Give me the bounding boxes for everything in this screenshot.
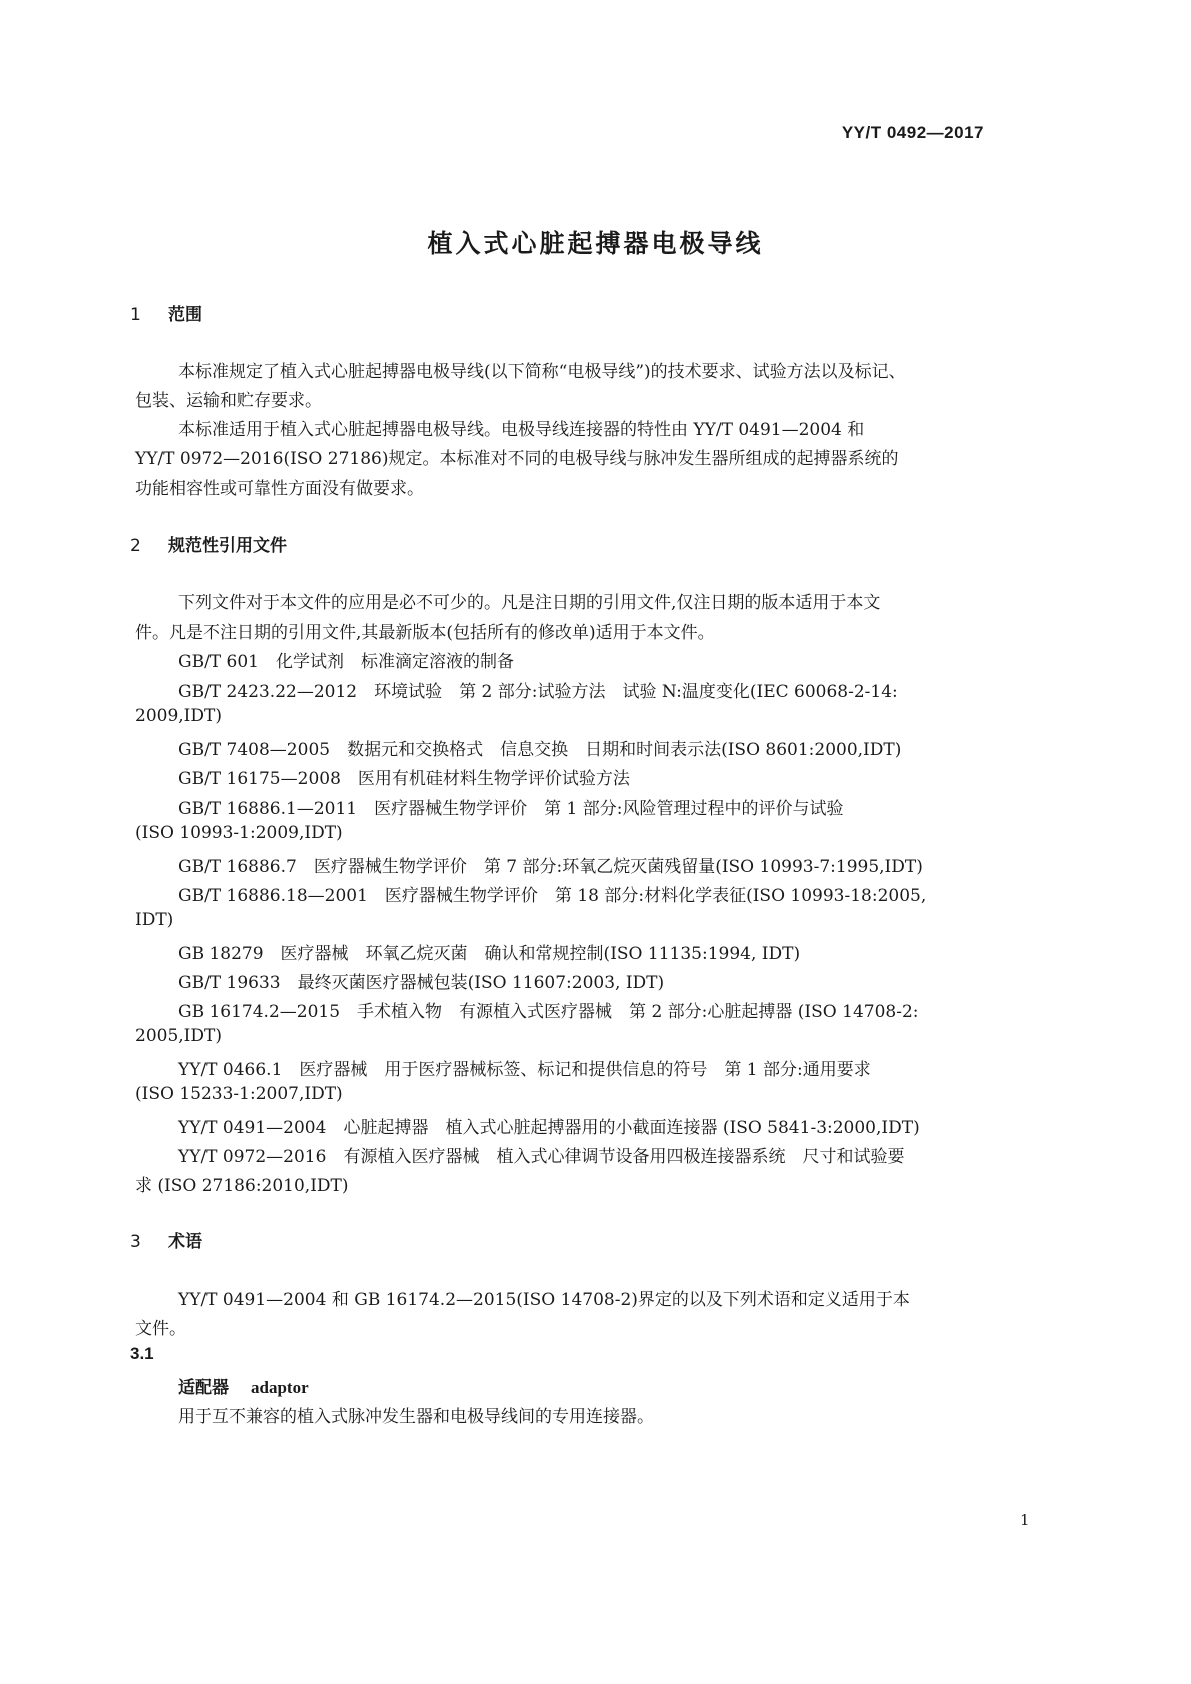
paragraph-line: 文件。 <box>135 1319 186 1339</box>
section-3-heading <box>130 1227 202 1252</box>
reference-line: GB/T 16886.7 医疗器械生物学评价 第 7 部分:环氧乙烷灭菌残留量(ISO 10993-7:1995,IDT) <box>178 857 923 877</box>
reference-line: 2009,IDT) <box>135 706 222 726</box>
paragraph-line: 下列文件对于本文件的应用是必不可少的。凡是注日期的引用文件,仅注日期的版本适用于本文 <box>178 593 881 613</box>
reference-line: GB/T 2423.22—2012 环境试验 第 2 部分:试验方法 试验 N:温度变化(IEC 60068-2-14: <box>178 682 898 702</box>
reference-line: GB 16174.2—2015 手术植入物 有源植入式医疗器械 第 2 部分:心脏起搏器 (ISO 14708-2: <box>178 1002 919 1022</box>
reference-line: IDT) <box>135 910 174 930</box>
section-number: 2 <box>130 536 141 556</box>
term-chinese: 适配器 <box>178 1378 229 1398</box>
paragraph-line: YY/T 0491—2004 和 GB 16174.2—2015(ISO 14708-2)界定的以及下列术语和定义适用于本 <box>178 1290 910 1310</box>
reference-line: YY/T 0466.1 医疗器械 用于医疗器械标签、标记和提供信息的符号 第 1 部分:通用要求 <box>178 1060 871 1080</box>
term-entry <box>178 1373 309 1398</box>
section-title: 范围 <box>168 305 202 325</box>
reference-line: GB/T 16175—2008 医用有机硅材料生物学评价试验方法 <box>178 769 630 789</box>
paragraph-line: YY/T 0972—2016(ISO 27186)规定。本标准对不同的电极导线与脉冲发生器所组成的起搏器系统的 <box>135 449 899 469</box>
paragraph-line: 包装、运输和贮存要求。 <box>135 391 322 411</box>
term-definition: 用于互不兼容的植入式脉冲发生器和电极导线间的专用连接器。 <box>178 1407 654 1427</box>
paragraph-line: 本标准规定了植入式心脏起搏器电极导线(以下简称“电极导线”)的技术要求、试验方法以及标记、 <box>178 362 906 382</box>
section-title: 术语 <box>168 1232 202 1252</box>
reference-line: (ISO 15233-1:2007,IDT) <box>135 1084 343 1104</box>
paragraph-line: 功能相容性或可靠性方面没有做要求。 <box>135 479 424 499</box>
page-number: 1 <box>1020 1511 1030 1529</box>
reference-line: (ISO 10993-1:2009,IDT) <box>135 823 343 843</box>
term-english: adaptor <box>251 1378 309 1397</box>
reference-line: GB 18279 医疗器械 环氧乙烷灭菌 确认和常规控制(ISO 11135:1994, IDT) <box>178 944 801 964</box>
section-2-heading <box>130 531 287 556</box>
paragraph-line: 件。凡是不注日期的引用文件,其最新版本(包括所有的修改单)适用于本文件。 <box>135 623 715 643</box>
clause-number: 3.1 <box>130 1344 154 1363</box>
reference-line: GB/T 16886.1—2011 医疗器械生物学评价 第 1 部分:风险管理过程中的评价与试验 <box>178 799 844 819</box>
section-title: 规范性引用文件 <box>168 536 287 556</box>
section-number: 1 <box>130 305 141 325</box>
reference-line: GB/T 19633 最终灭菌医疗器械包装(ISO 11607:2003, IDT) <box>178 973 665 993</box>
document-title: 植入式心脏起搏器电极导线 <box>427 229 764 258</box>
section-number: 3 <box>130 1232 141 1252</box>
reference-line: YY/T 0491—2004 心脏起搏器 植入式心脏起搏器用的小截面连接器 (ISO 5841-3:2000,IDT) <box>178 1118 920 1138</box>
standard-code: YY/T 0492—2017 <box>841 123 984 142</box>
section-1-heading <box>130 300 202 325</box>
paragraph-line: 本标准适用于植入式心脏起搏器电极导线。电极导线连接器的特性由 YY/T 0491—2004 和 <box>178 420 865 440</box>
reference-line: GB/T 16886.18—2001 医疗器械生物学评价 第 18 部分:材料化学表征(ISO 10993-18:2005, <box>178 886 927 906</box>
reference-line: 求 (ISO 27186:2010,IDT) <box>135 1176 349 1196</box>
reference-line: GB/T 7408—2005 数据元和交换格式 信息交换 日期和时间表示法(ISO 8601:2000,IDT) <box>178 740 902 760</box>
reference-line: GB/T 601 化学试剂 标准滴定溶液的制备 <box>178 652 514 672</box>
reference-line: YY/T 0972—2016 有源植入医疗器械 植入式心律调节设备用四极连接器系统 尺寸和试验要 <box>178 1147 905 1167</box>
reference-line: 2005,IDT) <box>135 1026 222 1046</box>
